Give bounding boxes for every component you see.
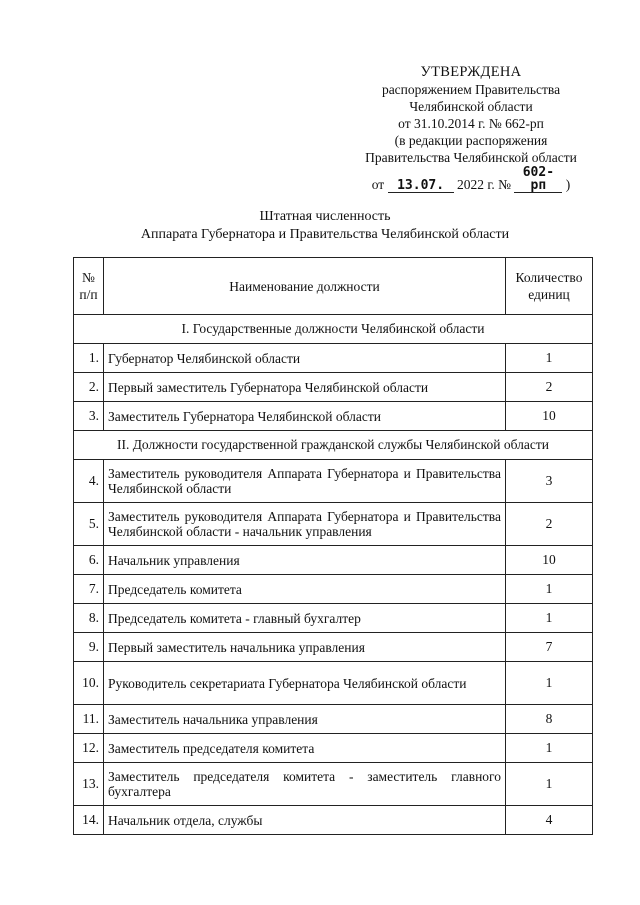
table-row — [74, 503, 593, 546]
row-qty: 1 — [506, 763, 593, 806]
approval-title: УТВЕРЖДЕНА — [420, 64, 522, 80]
row-name: Начальник отдела, службы — [104, 806, 506, 835]
row-num: 3. — [74, 402, 104, 431]
row-name: Председатель комитета — [104, 575, 506, 604]
section-row — [74, 431, 593, 460]
row-qty: 1 — [506, 734, 593, 763]
row-num: 14. — [74, 806, 104, 835]
row-num: 4. — [74, 460, 104, 503]
row-qty: 1 — [506, 575, 593, 604]
table-row — [74, 604, 593, 633]
section-title: II. Должности государственной гражданской службы Челябинской области — [74, 431, 593, 460]
table-row — [74, 633, 593, 662]
row-name: Губернатор Челябинской области — [104, 344, 506, 373]
row-name: Заместитель руководителя Аппарата Губернатора и Правительства Челябинской области — [104, 460, 506, 503]
row-name: Первый заместитель Губернатора Челябинской области — [104, 373, 506, 402]
row-qty: 10 — [506, 546, 593, 575]
row-name: Заместитель Губернатора Челябинской области — [104, 402, 506, 431]
approval-stamp-block — [340, 64, 602, 193]
row-num: 12. — [74, 734, 104, 763]
row-name: Председатель комитета - главный бухгалтер — [104, 604, 506, 633]
table-row — [74, 763, 593, 806]
row-name: Заместитель начальника управления — [104, 705, 506, 734]
closing-paren: ) — [565, 177, 571, 192]
approval-date-line — [340, 166, 602, 193]
table-header-row — [74, 258, 593, 315]
row-name: Заместитель руководителя Аппарата Губернатора и Правительства Челябинской области - начальник управления — [104, 503, 506, 546]
row-num: 7. — [74, 575, 104, 604]
row-num: 6. — [74, 546, 104, 575]
header-num: № п/п — [74, 258, 104, 315]
table-row — [74, 734, 593, 763]
row-qty: 4 — [506, 806, 593, 835]
approval-line: распоряжением Правительства — [381, 82, 561, 97]
row-num: 1. — [74, 344, 104, 373]
approval-line: (в редакции распоряжения — [394, 133, 548, 148]
table-row — [74, 460, 593, 503]
row-num: 10. — [74, 662, 104, 705]
title-line: Штатная численность — [259, 209, 391, 224]
row-num: 13. — [74, 763, 104, 806]
row-name: Руководитель секретариата Губернатора Челябинской области — [104, 662, 506, 705]
header-qty: Количество единиц — [506, 258, 593, 315]
row-num: 11. — [74, 705, 104, 734]
handwritten-date: 13.07. — [388, 179, 454, 193]
document-title — [60, 208, 590, 244]
table-row — [74, 344, 593, 373]
row-qty: 7 — [506, 633, 593, 662]
row-qty: 1 — [506, 604, 593, 633]
section-title: I. Государственные должности Челябинской области — [74, 315, 593, 344]
row-qty: 2 — [506, 503, 593, 546]
row-qty: 8 — [506, 705, 593, 734]
row-num: 2. — [74, 373, 104, 402]
row-num: 8. — [74, 604, 104, 633]
table-row — [74, 402, 593, 431]
table-row — [74, 575, 593, 604]
approval-line: Правительства Челябинской области — [365, 150, 577, 165]
table-row — [74, 662, 593, 705]
title-line: Аппарата Губернатора и Правительства Челябинской области — [140, 227, 510, 242]
row-name: Начальник управления — [104, 546, 506, 575]
year-suffix: 2022 г. № — [456, 177, 511, 192]
header-name: Наименование должности — [104, 258, 506, 315]
staff-table — [73, 257, 593, 835]
row-name: Заместитель председателя комитета - заместитель главного бухгалтера — [104, 763, 506, 806]
approval-line: Челябинской области — [409, 99, 533, 114]
table-row — [74, 705, 593, 734]
row-name: Заместитель председателя комитета — [104, 734, 506, 763]
row-qty: 10 — [506, 402, 593, 431]
from-prefix: от — [371, 177, 385, 192]
handwritten-number: 602-рп — [514, 166, 562, 193]
row-name: Первый заместитель начальника управления — [104, 633, 506, 662]
row-qty: 1 — [506, 662, 593, 705]
row-qty: 1 — [506, 344, 593, 373]
table-row — [74, 806, 593, 835]
approval-line: от 31.10.2014 г. № 662-рп — [398, 116, 544, 131]
table-row — [74, 373, 593, 402]
row-qty: 3 — [506, 460, 593, 503]
row-num: 9. — [74, 633, 104, 662]
table-row — [74, 546, 593, 575]
row-num: 5. — [74, 503, 104, 546]
row-qty: 2 — [506, 373, 593, 402]
section-row — [74, 315, 593, 344]
